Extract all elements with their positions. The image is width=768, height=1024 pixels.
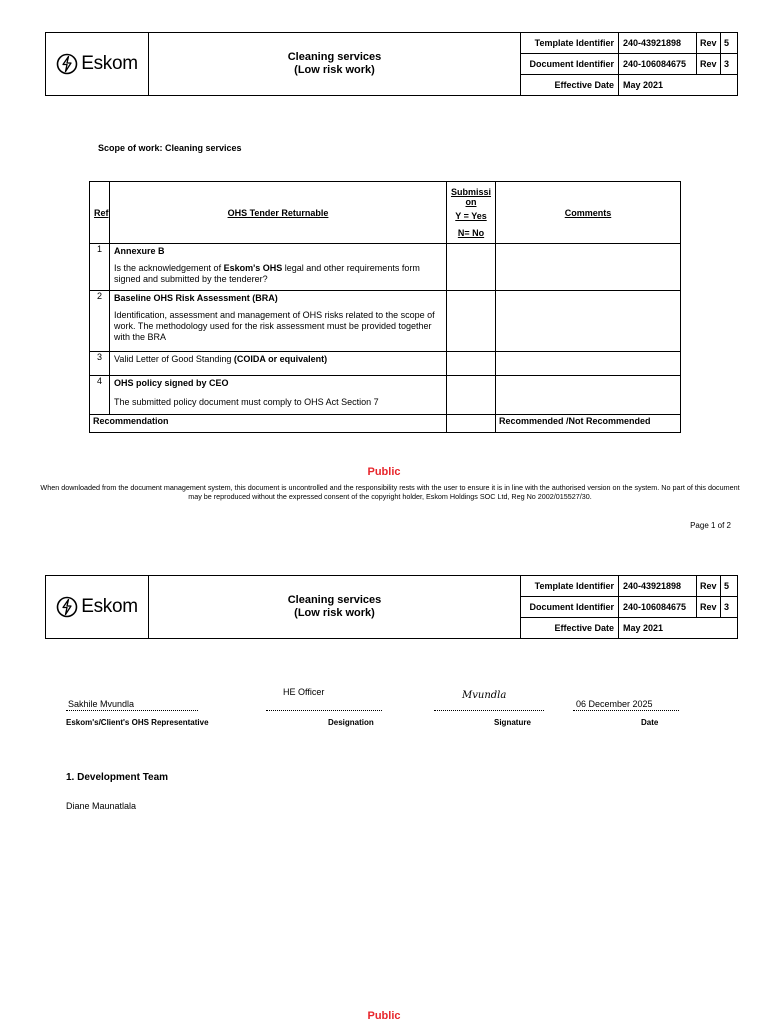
table-row: 4 OHS policy signed by CEO The submitted policy document must comply to OHS Act Section 7 [90,376,681,415]
date-line [573,710,679,711]
comments-cell[interactable] [496,244,681,291]
rev-label: Rev [697,576,721,597]
rev-label: Rev [697,597,721,618]
representative-label: Eskom's/Client's OHS Representative [66,718,209,727]
effective-date-label: Effective Date [521,75,619,96]
page-number: Page 1 of 2 [690,521,731,530]
representative-line [66,710,198,711]
comments-cell[interactable] [496,352,681,376]
table-row: 2 Baseline OHS Risk Assessment (BRA) Identification, assessment and management of OHS risks related to the scope of work. The methodology used for the risk assessment must be provided together with the BRA [90,291,681,352]
comments-cell[interactable] [496,376,681,415]
designation-line [266,710,382,711]
submission-cell[interactable] [447,376,496,415]
recommendation-value[interactable]: Recommended /Not Recommended [496,415,681,433]
template-identifier-value: 240-43921898 [619,576,697,597]
representative-name: Sakhile Mvundla [68,699,135,709]
designation-value: HE Officer [283,687,325,697]
effective-date-value: May 2021 [619,75,738,96]
date-value: 06 December 2025 [576,699,653,709]
comments-cell[interactable] [496,291,681,352]
ohs-returnables-table [89,181,681,433]
document-rev-value: 3 [721,54,738,75]
template-rev-value: 5 [721,33,738,54]
eskom-logo-icon [56,596,78,618]
submission-header: Submissi on Y = Yes N= No [447,182,496,244]
recommendation-row [90,415,681,433]
returnable-header: OHS Tender Returnable [110,182,447,244]
submission-cell[interactable] [447,352,496,376]
template-rev-value: 5 [721,576,738,597]
eskom-logo-icon [56,53,78,75]
signature-line [434,710,544,711]
effective-date-label: Effective Date [521,618,619,639]
comments-header: Comments [496,182,681,244]
recommendation-submission-cell[interactable] [447,415,496,433]
document-header [45,32,738,95]
document-rev-value: 3 [721,597,738,618]
document-identifier-label: Document Identifier [521,597,619,618]
document-title: Cleaning services (Low risk work) [149,33,521,96]
table-row: 1 Annexure B Is the acknowledgement of Eskom's OHS legal and other requirements form signed and submitted by the tenderer? [90,244,681,291]
classification-label: Public [367,1010,401,1022]
recommendation-label: Recommendation [90,415,447,433]
eskom-logo [46,576,149,639]
signature-mark: Mvundla [462,690,507,701]
development-team-member: Diane Maunatlala [66,801,137,811]
eskom-logo [46,33,149,96]
ref-header: Ref [90,182,110,244]
signature-label: Signature [494,718,531,727]
document-identifier-value: 240-106084675 [619,597,697,618]
logo-text: Eskom [81,53,138,74]
development-team-heading: 1. Development Team [66,772,169,783]
date-label: Date [641,718,659,727]
disclaimer-text: When downloaded from the document management system, this document is uncontrolled and the responsibility rests with the user to ensure it is in line with the authorised version on the system. No part of this document may be reproduced without the expressed consent of the copyright holder, Eskom Holdings SOC Ltd, Reg No 2002/015527/30. [40,483,740,501]
classification-label: Public [367,466,401,478]
designation-label: Designation [328,718,374,727]
template-identifier-label: Template Identifier [521,33,619,54]
document-title: Cleaning services (Low risk work) [149,576,521,639]
submission-cell[interactable] [447,291,496,352]
document-identifier-label: Document Identifier [521,54,619,75]
scope-of-work: Scope of work: Cleaning services [98,143,242,153]
table-row: 3 Valid Letter of Good Standing (COIDA or equivalent) [90,352,681,376]
table-header-row [90,182,681,244]
rev-label: Rev [697,54,721,75]
logo-text: Eskom [81,596,138,617]
document-header [45,575,738,638]
template-identifier-value: 240-43921898 [619,33,697,54]
effective-date-value: May 2021 [619,618,738,639]
template-identifier-label: Template Identifier [521,576,619,597]
document-identifier-value: 240-106084675 [619,54,697,75]
submission-cell[interactable] [447,244,496,291]
rev-label: Rev [697,33,721,54]
